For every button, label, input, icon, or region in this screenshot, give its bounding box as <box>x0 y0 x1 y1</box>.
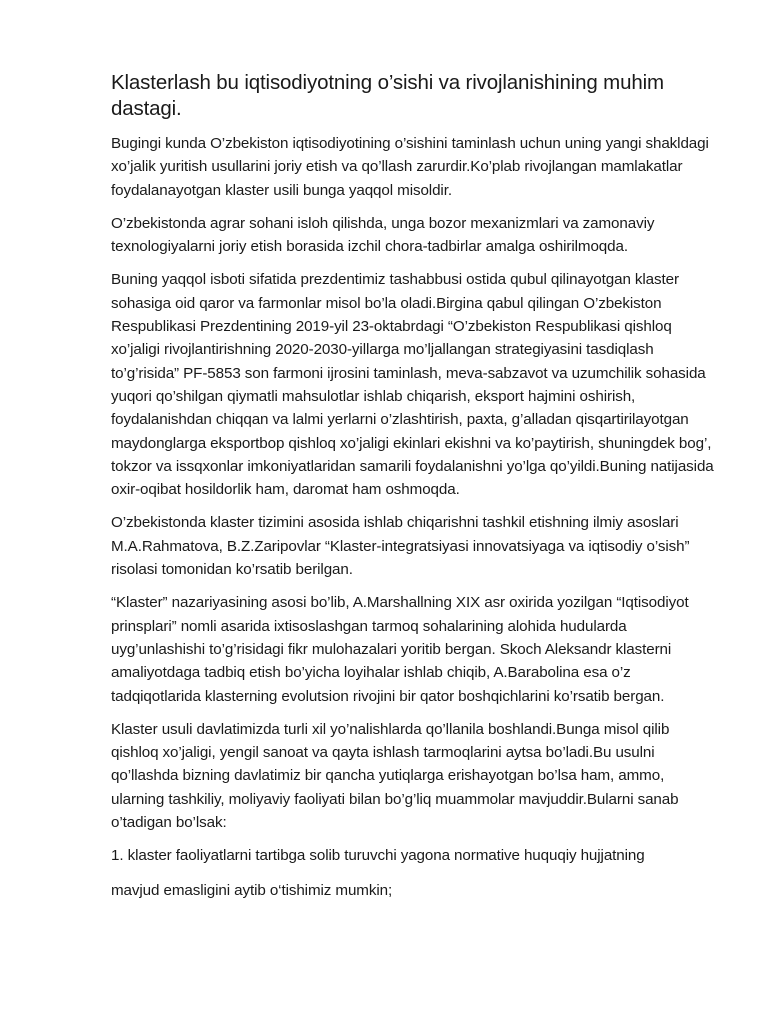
list-item-1: 1. klaster faoliyatlarni tartibga solib turuvchi yagona normative huquqiy hujjatning <box>111 847 645 865</box>
paragraph-3: Buning yaqqol isboti sifatida prezdentimiz tashabbusi ostida qubul qilinayotgan klaster sohasiga oid qaror va farmonlar misol bo’la oladi.Birgina qabul qilingan O’zbekiston Respublikasi Prezdentining 2019-yil 23-oktabrdagi “O’zbekiston Respublikasi qishloq xo’jaligi rivojlantirishning 2020-2030-yillarga mo’ljallangan strategiyasini tasdiqlash to’g’risida” PF-5853 son farmoni ijrosini taminlash, meva-sabzavot va uzumchilik sohasida yuqori qo’shilgan qiymatli mahsulotlar ishlab chiqarish, eksport hajmini oshirish, foydalanishdan chiqqan va lalmi yerlarni o’zlashtirish, paxta, g’alladan qisqartirilayotgan maydonglarga eksportbop qishloq xo’jaligi ekinlari ekishni va ko’paytirish, shuningdek bog’, tokzor va issqxonlar imkoniyatlaridan samarili foydalanishni yo’lga qo’yildi.Buning natijasida oxir-oqibat hosildorlik ham, daromat ham oshmoqda. <box>111 271 714 499</box>
paragraph-1: Bugingi kunda O’zbekiston iqtisodiyotining o’sishini taminlash uchun uning yangi shakldagi xo’jalik yuritish usullarini joriy etish va qo’llash zarurdir.Ko’plab rivojlangan mamlakatlar foydalanayotgan klaster usili bunga yaqqol misoldir. <box>111 135 709 199</box>
list-item-1-continuation: mavjud emasligini aytib o‘tishimiz mumkin; <box>111 881 393 899</box>
document-title: Klasterlash bu iqtisodiyotning o’sishi va rivojlanishining muhim dastagi. <box>111 71 664 120</box>
document-page <box>111 70 715 902</box>
paragraph-4: O’zbekistonda klaster tizimini asosida ishlab chiqarishni tashkil etishning ilmiy asoslari M.A.Rahmatova, B.Z.Zaripovlar “Klaster-integratsiyasi innovatsiyaga va iqtisodiy o’sish” risolasi tomonidan ko’rsatib berilgan. <box>111 514 690 579</box>
paragraph-2: O’zbekistonda agrar sohani isloh qilishda, unga bozor mexanizmlari va zamonaviy texnologiyalarni joriy etish borasida izchil chora-tadbirlar amalga oshirilmoqda. <box>111 214 655 256</box>
paragraph-5: “Klaster” nazariyasining asosi bo’lib, A.Marshallning XIX asr oxirida yozilgan “Iqtisodiyot prinsplari” nomli asarida ixtisoslashgan tarmoq sohalarining alohida hudularda uyg’unlashishi to’g’risidagi fikr mulohazalari yoritib bergan. Skoch Aleksandr klasterni amaliyotdaga tadbiq etish bo’yicha loyihalar ishlab chiqib, A.Barabolina esa o’z tadqiqotlarida klasterning evolutsion rivojini bir qator boshqichlarini ko’rsatib bergan. <box>111 594 689 705</box>
paragraph-6: Klaster usuli davlatimizda turli xil yo’nalishlarda qo’llanila boshlandi.Bunga misol qilib qishloq xo’jaligi, yengil sanoat va qayta ishlash tarmoqlarini aytsa bo’ladi.Bu usulni qo’llashda bizning davlatimiz bir qancha yutiqlarga erishayotgan bo’lsa ham, ammo, ularning tashkiliy, moliyaviy faoliyati bilan bo’g’liq muammolar mavjuddir.Bularni sanab o’tadigan bo’lsak: <box>111 720 679 832</box>
